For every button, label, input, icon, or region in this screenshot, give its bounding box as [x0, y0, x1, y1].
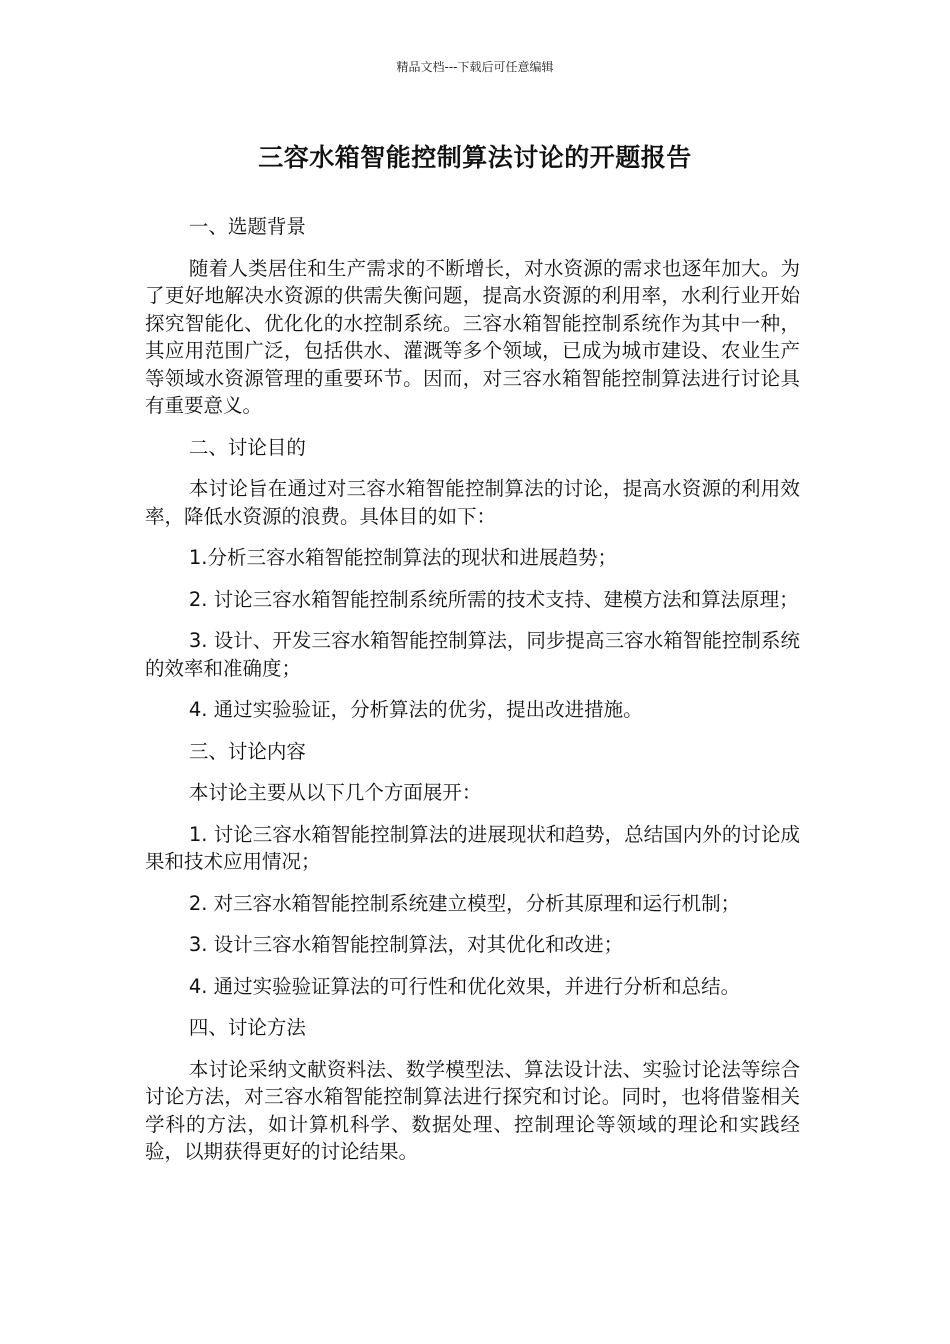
background-paragraph: 随着人类居住和生产需求的不断增长，对水资源的需求也逐年加大。为了更好地解决水资源的供需失衡问题，提高水资源的利用率，水利行业开始探究智能化、优化化的水控制系统。三容水箱智能控制系统作为其中一种，其应用范围广泛，包括供水、灌溉等多个领域，已成为城市建设、农业生产等领域水资源管理的重要环节。因而，对三容水箱智能控制算法进行讨论具有重要意义。: [145, 256, 800, 417]
purpose-item: 1.分析三容水箱智能控制算法的现状和进展趋势；: [188, 546, 617, 569]
section-heading-content: 三、讨论内容: [188, 739, 306, 763]
section-heading-purpose: 二、讨论目的: [188, 435, 306, 459]
content-item: 3. 设计三容水箱智能控制算法，对其优化和改进；: [188, 933, 624, 956]
section-heading-background: 一、选题背景: [188, 215, 306, 238]
content-intro: 本讨论主要从以下几个方面展开：: [188, 781, 482, 804]
content-item: 2. 对三容水箱智能控制系统建立模型，分析其原理和运行机制；: [188, 891, 741, 915]
purpose-item: 4. 通过实验验证，分析算法的优劣，提出改进措施。: [188, 698, 643, 721]
header-note: 精品文档---下载后可任意编辑: [396, 60, 554, 74]
content-item: 4. 通过实验验证算法的可行性和优化效果，并进行分析和总结。: [188, 974, 741, 998]
purpose-intro: 本讨论旨在通过对三容水箱智能控制算法的讨论，提高水资源的利用效率，降低水资源的浪费。具体目的如下：: [145, 477, 800, 528]
content-item: 1. 讨论三容水箱智能控制算法的进展现状和趋势，总结国内外的讨论成果和技术应用情况；: [145, 822, 800, 873]
methods-paragraph: 本讨论采纳文献资料法、数学模型法、算法设计法、实验讨论法等综合讨论方法，对三容水箱智能控制算法进行探究和讨论。同时，也将借鉴相关学科的方法，如计算机科学、数据处理、控制理论等领域的理论和实践经验，以期获得更好的讨论结果。: [145, 1057, 800, 1163]
section-heading-methods: 四、讨论方法: [188, 1016, 306, 1039]
purpose-item: 3. 设计、开发三容水箱智能控制算法，同步提高三容水箱智能控制系统的效率和准确度；: [145, 629, 800, 680]
document-title: 三容水箱智能控制算法讨论的开题报告: [258, 143, 692, 172]
document-body: [145, 213, 800, 1180]
purpose-item: 2. 讨论三容水箱智能控制系统所需的技术支持、建模方法和算法原理；: [188, 587, 799, 611]
